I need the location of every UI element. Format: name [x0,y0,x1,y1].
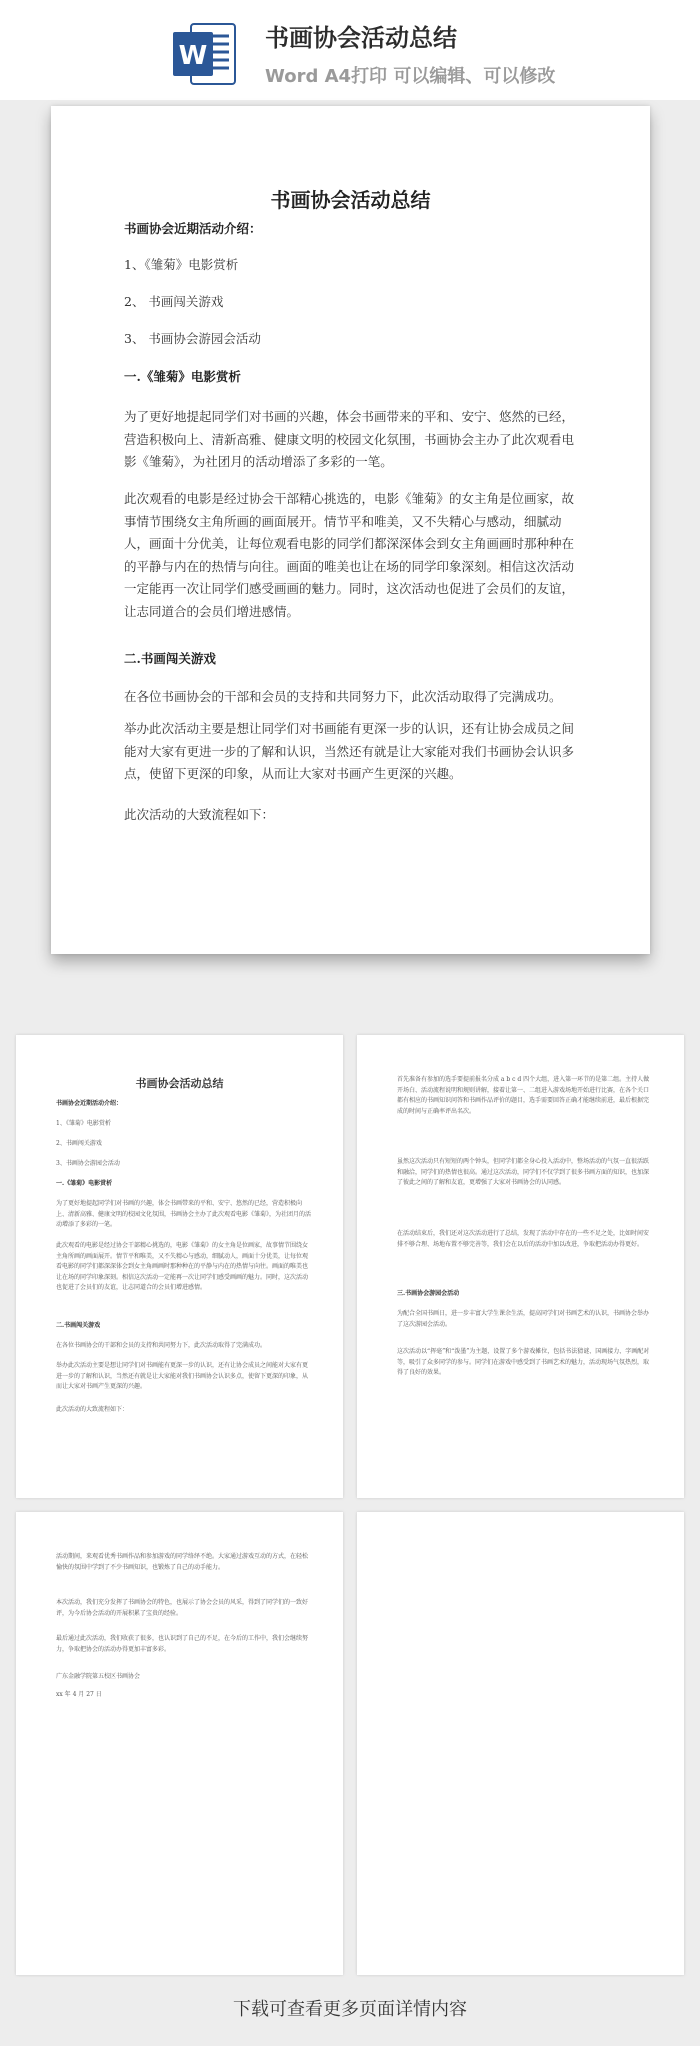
thumbnail-text: 1、《雏菊》电影赏析 [56,1120,111,1127]
thumbnail-text: 为了更好地提起同学们对书画的兴趣，体会书画带来的平和、安宁、悠然的已经，营造积极向上、清新高雅、健康文明的校园文化氛围，书画协会主办了此次观看电影《雏菊》，为社团月的活动增添了多彩的一笔。 [56,1200,312,1228]
thumbnail-text: 一.《雏菊》电影赏析 [56,1180,113,1187]
thumbnail-text: 举办此次活动主要是想让同学们对书画能有更深一步的认识，还有让协会成员之间能对大家有更进一步的了解和认识，当然还有就是让大家能对我们书画协会认识多点，使留下更深的印象，从而让大家对书画产生更深的兴趣。 [56,1362,309,1390]
thumbnail-text: 在各位书画协会的干部和会员的支持和共同努力下，此次活动取得了完满成功。 [56,1342,267,1349]
thumbnail-page-2[interactable] [357,1035,684,1498]
thumbnail-text: 此次活动的大致流程如下： [56,1406,129,1413]
header-banner [0,0,700,100]
thumbnail-page-1[interactable] [16,1035,343,1498]
thumbnail-date: xx 年 4 月 27 日 [56,1691,102,1698]
header-subtitle: Word A4打印 可以编辑、可以修改 [265,66,556,87]
thumbnail-text: 虽然这次活动只有短短的两个钟头，但同学们都全身心投入活动中，整场活动的气氛一直很活跃和融洽，同学们的热情也很高。通过这次活动，同学们不仅学到了很多书画方面的知识，也加深了彼此之间的了解和友谊，更增强了大家对书画协会的认同感。 [397,1158,650,1186]
download-more-text[interactable]: 下载可查看更多页面详情内容 [233,1999,467,2020]
activity-list-item: 1、《雏菊》电影赏析 [124,257,239,272]
thumbnail-text: 为配合全国书画日，进一步丰富大学生课余生活，提高同学们对书画艺术的认识，书画协会举办了这次游园会活动。 [397,1310,650,1328]
section1-paragraph: 此次观看的电影是经过协会干部精心挑选的，电影《雏菊》的女主角是位画家，故事情节围绕女主角所画的画面展开。情节平和唯美，又不失精心与感动，细腻动人，画面十分优美，让每位观看电影的同学们都深深体会到女主角画画时那种种在的平静与内在的热情与向往。画面的唯美也让在场的同学印象深刻。相信这次活动一定能再一次让同学们感受画画的魅力。同时，这次活动也促进了会员们的友谊，让志同道合的会员们增进感情。 [124,491,575,619]
section1-heading: 一.《雏菊》电影赏析 [124,369,241,384]
thumbnail-text: 在活动结束后，我们还对这次活动进行了总结，发现了活动中存在的一些不足之处，比如时间安排不够合理、场地布置不够完善等，我们会在以后的活动中加以改进，争取把活动办得更好。 [397,1230,650,1248]
activity-list-item: 3、 书画协会游园会活动 [124,331,261,346]
section2-paragraph: 在各位书画协会的干部和会员的支持和共同努力下，此次活动取得了完满成功。 [124,689,562,704]
thumbnail-text: 首先准备有参加的选手要提前报名分成 a b c d 四个大组，进入第一环节的是第二组。主持人做开场白、活动流程说明和规则讲解，接着让第一、二组进入游戏场地开始进行比赛，在各个关口都有相应的书画知识问答和书画作品评价的题目，选手需要回答正确才能继续前进，最后根据完成的时间与正确率评出名次。 [397,1076,650,1115]
thumbnail-signature: 广东金融学院第五校区书画协会 [56,1673,141,1680]
section2-heading: 二.书画闯关游戏 [124,651,216,666]
thumbnail-text: 二.书画闯关游戏 [56,1322,101,1329]
intro-heading: 书画协会近期活动介绍： [124,221,262,236]
thumbnail-title: 书画协会活动总结 [135,1077,224,1090]
thumbnail-text: 三.书画协会游园会活动 [397,1290,460,1297]
word-document-icon [171,20,239,88]
thumbnail-page-4-blank[interactable] [357,1512,684,1975]
header-title: 书画协会活动总结 [265,24,457,52]
thumbnail-text: 2、书画闯关游戏 [56,1140,102,1147]
document-title: 书画协会活动总结 [270,188,431,212]
logo-letter: W [178,41,208,71]
thumbnail-text: 本次活动，我们充分发挥了书画协会的特色，也展示了协会会员的风采，得到了同学们的一致好评，为今后协会活动的开展积累了宝贵的经验。 [56,1599,309,1617]
section1-paragraph: 为了更好地提起同学们对书画的兴趣，体会书画带来的平和、安宁、悠然的已经，营造积极向上、清新高雅、健康文明的校园文化氛围，书画协会主办了此次观看电影《雏菊》，为社团月的活动增添了多彩的一笔。 [124,409,575,469]
section2-paragraph: 此次活动的大致流程如下： [124,807,275,822]
thumbnail-text: 这次活动以“挥毫”和“泼墨”为主题，设置了多个游戏摊位，包括书法猜谜、国画接力、字画配对等，吸引了众多同学的参与。同学们在游戏中感受到了书画艺术的魅力，活动现场气氛热烈，取得了良好的效果。 [397,1348,650,1376]
document-preview-page [51,106,650,954]
activity-list-item: 2、 书画闯关游戏 [124,294,224,309]
thumbnail-text: 活动期间，来观看优秀书画作品和参加游戏的同学络绎不绝。大家通过游戏互动的方式，在轻松愉快的氛围中学到了不少书画知识，也锻炼了自己的动手能力。 [56,1553,309,1571]
section2-paragraph: 举办此次活动主要是想让同学们对书画能有更深一步的认识，还有让协会成员之间能对大家有更进一步的了解和认识，当然还有就是让大家能对我们书画协会认识多点，使留下更深的印象，从而让大家对书画产生更深的兴趣。 [124,721,575,781]
thumbnail-text: 最后通过此次活动，我们收获了很多，也认识到了自己的不足，在今后的工作中，我们会继续努力，争取把协会的活动办得更加丰富多彩。 [56,1635,309,1653]
thumbnail-text: 3、书画协会游园会活动 [56,1160,120,1167]
thumbnail-text: 书画协会近期活动介绍： [56,1100,123,1107]
thumbnail-text: 此次观看的电影是经过协会干部精心挑选的，电影《雏菊》的女主角是位画家，故事情节围绕女主角所画的画面展开。情节平和唯美，又不失精心与感动，细腻动人，画面十分优美，让每位观看电影的同学们都深深体会到女主角画画时那种种在的平静与内在的热情与向往。画面的唯美也让在场的同学印象深刻。相信这次活动一定能再一次让同学们感受画画的魅力。同时，这次活动也促进了会员们的友谊，让志同道合的会员们增进感情。 [56,1242,309,1291]
thumbnail-page-3[interactable] [16,1512,343,1975]
